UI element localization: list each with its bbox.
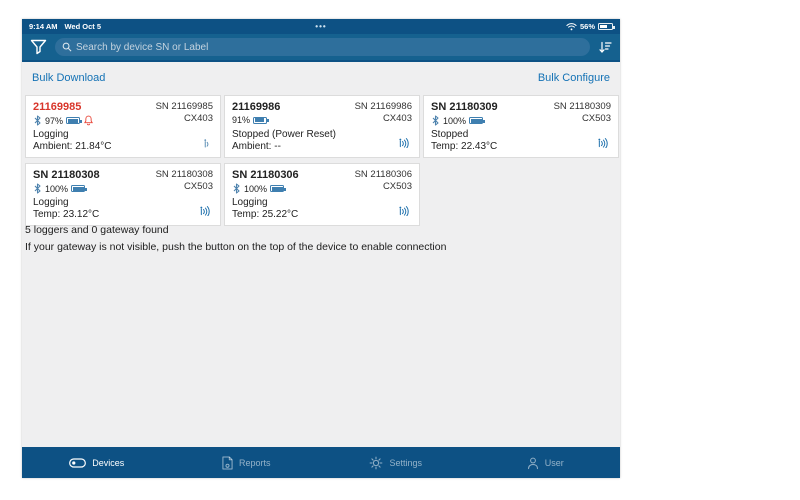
device-card[interactable] [25, 163, 221, 226]
device-model: CX403 [382, 113, 412, 125]
device-card[interactable] [224, 95, 420, 158]
summary-count: 5 loggers and 0 gateway found [25, 224, 169, 236]
sort-icon[interactable] [598, 40, 612, 54]
device-card[interactable] [224, 163, 420, 226]
device-reading: Temp: 25.22°C [232, 209, 299, 220]
status-bar [22, 19, 620, 34]
signal-strong-icon [597, 136, 610, 148]
device-reading: Temp: 23.12°C [33, 209, 100, 220]
search-header [22, 34, 620, 62]
device-status: Stopped (Power Reset) [232, 128, 336, 140]
device-battery-icon [253, 117, 267, 124]
device-battery-icon [66, 117, 80, 124]
device-card-grid [25, 95, 619, 226]
device-sn: SN 21180308 [155, 169, 213, 180]
device-reading: Ambient: 21.84°C [33, 141, 112, 152]
tab-reports[interactable] [172, 447, 322, 478]
tab-label: Devices [92, 457, 125, 468]
gear-icon [369, 456, 383, 470]
battery-percent: 97% [45, 115, 64, 126]
status-ellipsis: ••• [315, 22, 327, 31]
bulk-actions-row [22, 64, 620, 84]
tab-label: Reports [238, 457, 271, 468]
app-window [22, 19, 620, 478]
tab-devices[interactable] [22, 447, 172, 478]
device-status: Logging [232, 197, 268, 208]
device-sn: SN 21180309 [553, 101, 611, 112]
bluetooth-icon [431, 115, 440, 126]
bulk-configure-link[interactable]: Bulk Configure [537, 72, 610, 84]
device-sn: SN 21169985 [155, 101, 213, 112]
alarm-bell-icon [83, 115, 94, 126]
device-label: SN 21180306 [232, 169, 299, 181]
device-reading: Ambient: -- [232, 140, 281, 152]
device-model: CX403 [183, 113, 213, 125]
device-label: SN 21180309 [431, 101, 498, 113]
search-icon [62, 42, 72, 52]
devices-icon [69, 458, 86, 468]
search-box[interactable] [55, 38, 590, 56]
battery-percent: 91% [232, 115, 251, 125]
signal-strong-icon [199, 204, 212, 216]
device-card[interactable] [25, 95, 221, 158]
device-reading: Temp: 22.43°C [431, 141, 498, 152]
user-icon [527, 456, 539, 470]
device-status: Stopped [431, 129, 469, 140]
battery-percent-label: 56% [579, 22, 595, 31]
device-battery-icon [270, 185, 284, 192]
bottom-nav [22, 447, 620, 478]
device-model: CX503 [581, 113, 611, 125]
battery-percent: 100% [443, 115, 467, 126]
tab-label: User [544, 457, 564, 468]
device-card[interactable] [423, 95, 619, 158]
bluetooth-icon [33, 115, 42, 126]
bluetooth-icon [232, 183, 241, 194]
device-battery-icon [469, 117, 483, 124]
device-model: CX503 [382, 181, 412, 193]
bluetooth-icon [33, 183, 42, 194]
tab-label: Settings [389, 457, 423, 468]
tab-settings[interactable] [321, 447, 471, 478]
device-battery-icon [71, 185, 85, 192]
battery-icon [598, 23, 613, 30]
bulk-download-link[interactable]: Bulk Download [32, 72, 106, 84]
signal-weak-icon [203, 137, 212, 148]
battery-percent: 100% [45, 183, 69, 194]
device-status: Logging [33, 197, 69, 208]
summary-hint: If your gateway is not visible, push the button on the top of the device to enable connection [25, 241, 447, 253]
device-status: Logging [33, 129, 69, 140]
signal-strong-icon [398, 204, 411, 216]
filter-icon[interactable] [30, 39, 47, 55]
signal-strong-icon [398, 136, 411, 148]
status-date: Wed Oct 5 [64, 22, 102, 31]
device-sn: SN 21180306 [354, 169, 412, 180]
device-label: 21169985 [33, 101, 82, 113]
device-sn: SN 21169986 [354, 101, 412, 112]
device-label: 21169986 [232, 101, 281, 113]
status-time: 9:14 AM [29, 22, 58, 31]
device-model: CX503 [183, 181, 213, 193]
tab-user[interactable] [471, 447, 621, 478]
wifi-icon [566, 22, 577, 31]
search-input[interactable] [76, 42, 583, 53]
device-label: SN 21180308 [33, 169, 100, 181]
battery-percent: 100% [244, 183, 268, 194]
scan-summary [25, 224, 446, 258]
reports-icon [222, 456, 233, 470]
